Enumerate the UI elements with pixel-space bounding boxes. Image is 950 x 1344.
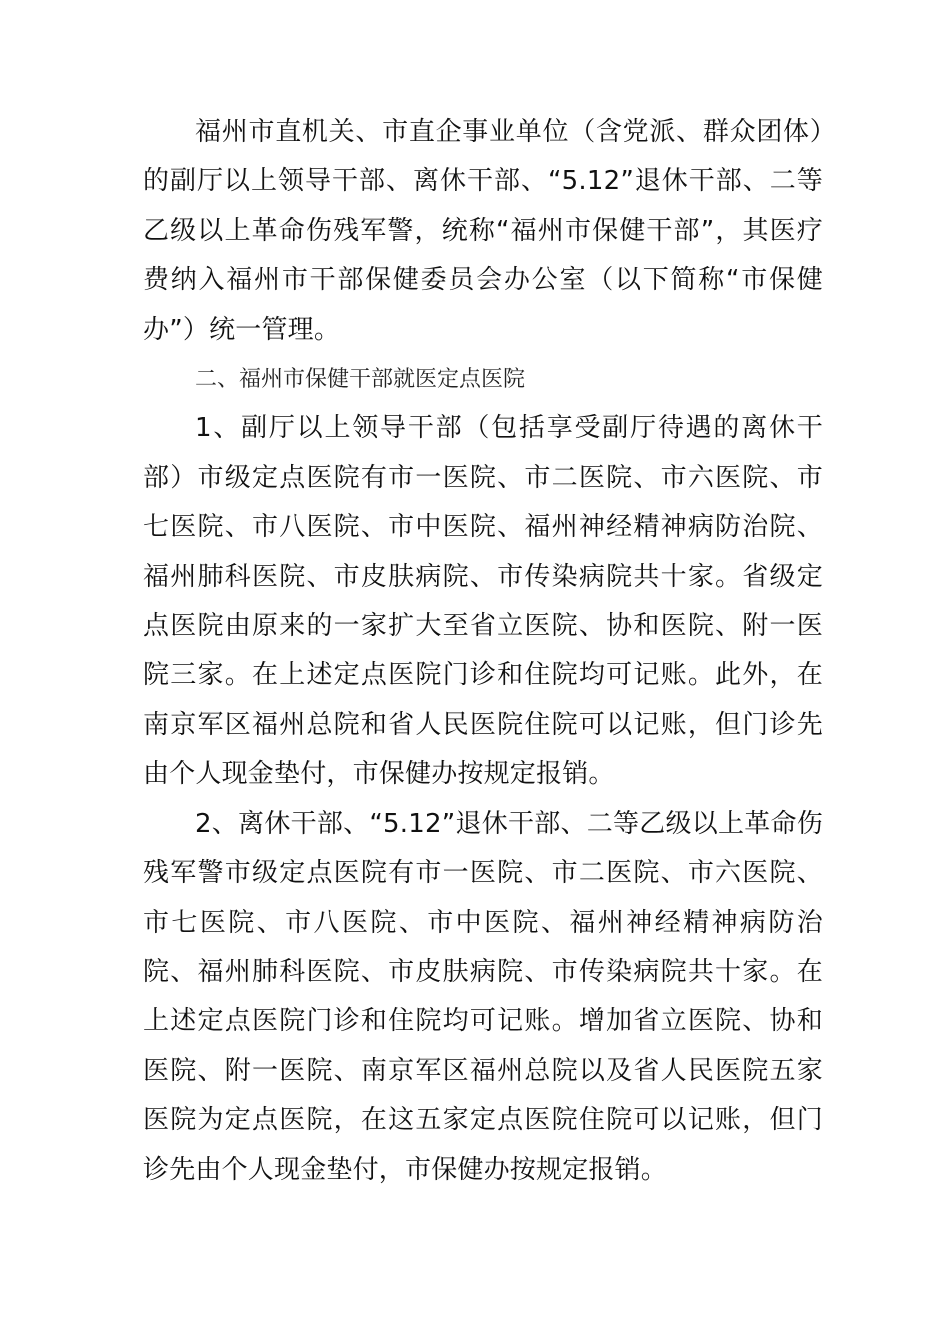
item-1-paragraph: 1、副厅以上领导干部（包括享受副厅待遇的离休干部）市级定点医院有市一医院、市二医院、市六医院、市七医院、市八医院、市中医院、福州神经精神病防治院、福州肺科医院、市皮肤病院、市传染病院共十家。省级定点医院由原来的一家扩大至省立医院、协和医院、附一医院三家。在上述定点医院门诊和住院均可记账。此外，在南京军区福州总院和省人民医院住院可以记账，但门诊先由个人现金垫付，市保健办按规定报销。 [143,413,823,790]
document-body [143,108,823,1195]
section-heading: 二、福州市保健干部就医定点医院 [195,367,526,393]
intro-paragraph: 福州市直机关、市直企事业单位（含党派、群众团体）的副厅以上领导干部、离休干部、“5.12”退休干部、二等乙级以上革命伤残军警，统称“福州市保健干部”，其医疗费纳入福州市干部保健委员会办公室（以下简称“市保健办”）统一管理。 [143,117,823,345]
item-2-paragraph: 2、离休干部、“5.12”退休干部、二等乙级以上革命伤残军警市级定点医院有市一医院、市二医院、市六医院、市七医院、市八医院、市中医院、福州神经精神病防治院、福州肺科医院、市皮肤病院、市传染病院共十家。在上述定点医院门诊和住院均可记账。增加省立医院、协和医院、附一医院、南京军区福州总院以及省人民医院五家医院为定点医院，在这五家定点医院住院可以记账，但门诊先由个人现金垫付，市保健办按规定报销。 [143,808,823,1185]
